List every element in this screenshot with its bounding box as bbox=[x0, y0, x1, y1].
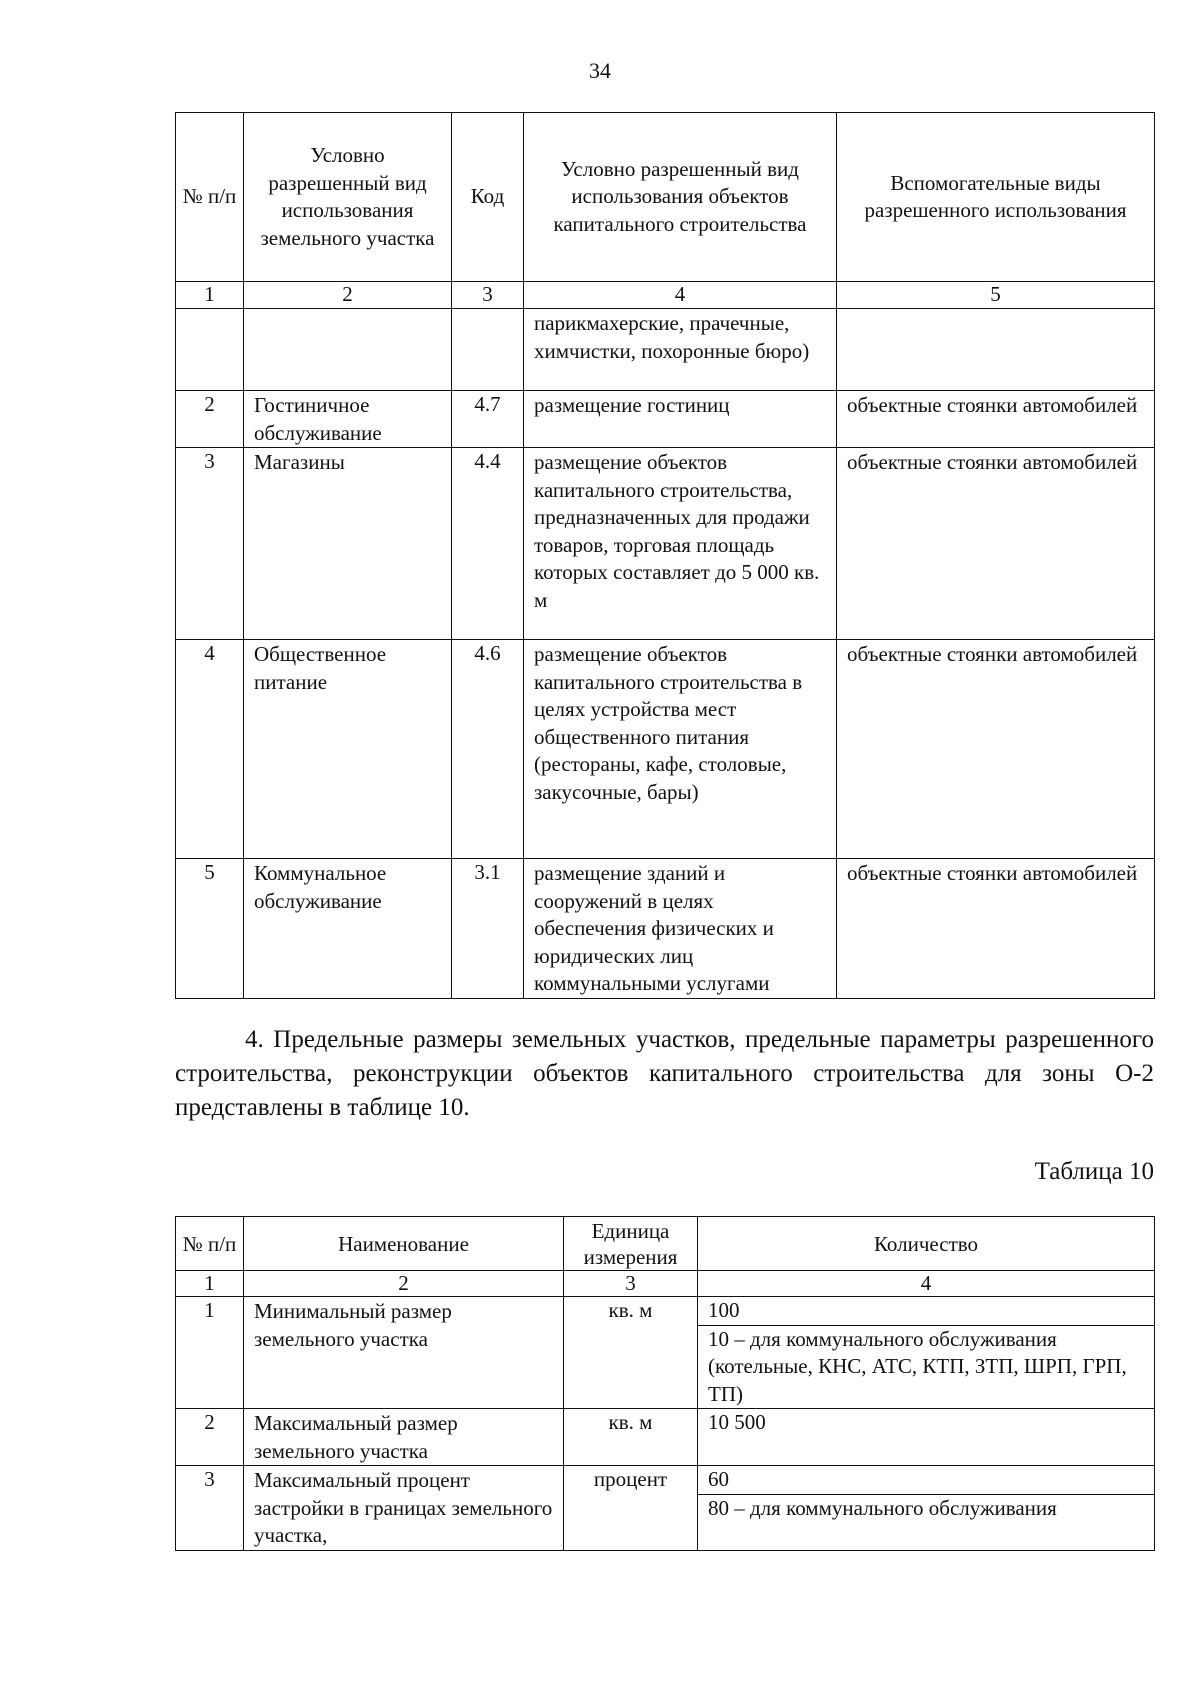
header-num: № п/п bbox=[176, 113, 244, 282]
column-number-row bbox=[176, 1271, 1155, 1297]
table-row bbox=[176, 1409, 1155, 1466]
table-row bbox=[176, 309, 1155, 391]
capital-use-cell: размещение зданий и сооружений в целях обеспечения физических и юридических лиц коммунальными услугами bbox=[524, 859, 837, 999]
auxiliary-cell: объектные стоянки автомобилей bbox=[837, 448, 1155, 640]
table-row bbox=[176, 1297, 1155, 1409]
row-num: 2 bbox=[176, 1409, 244, 1466]
row-num: 2 bbox=[176, 391, 244, 448]
header-code: Код bbox=[452, 113, 524, 282]
permitted-use-table bbox=[175, 112, 1155, 999]
table-row bbox=[176, 640, 1155, 859]
capital-use-cell: размещение гостиниц bbox=[524, 391, 837, 448]
column-number: 2 bbox=[244, 1271, 564, 1297]
row-num: 3 bbox=[176, 1466, 244, 1551]
quantity-cell bbox=[698, 1297, 1155, 1409]
column-number: 3 bbox=[452, 282, 524, 309]
capital-use-cell: размещение объектов капитального строительства в целях устройства мест общественного питания (рестораны, кафе, столовые, закусочные, бары) bbox=[524, 640, 837, 859]
auxiliary-cell: объектные стоянки автомобилей bbox=[837, 859, 1155, 999]
table-row bbox=[176, 391, 1155, 448]
table-row bbox=[176, 448, 1155, 640]
row-num: 1 bbox=[176, 1297, 244, 1409]
column-number: 2 bbox=[244, 282, 452, 309]
table-caption: Таблица 10 bbox=[1034, 1158, 1154, 1185]
land-use-cell: Коммунальное обслуживание bbox=[244, 859, 452, 999]
quantity-value: 60 bbox=[708, 1467, 729, 1491]
auxiliary-cell bbox=[837, 309, 1155, 391]
column-number: 4 bbox=[524, 282, 837, 309]
table-header-row bbox=[176, 1217, 1155, 1271]
capital-use-cell: парикмахерские, прачечные, химчистки, похоронные бюро) bbox=[524, 309, 837, 391]
header-auxiliary: Вспомогательные виды разрешенного использования bbox=[837, 113, 1155, 282]
code-cell: 4.4 bbox=[452, 448, 524, 640]
column-number: 1 bbox=[176, 1271, 244, 1297]
row-num: 4 bbox=[176, 640, 244, 859]
header-land-use: Условно разрешенный вид использования земельного участка bbox=[244, 113, 452, 282]
name-cell: Максимальный размер земельного участка bbox=[244, 1409, 564, 1466]
section-4-paragraph: 4. Предельные размеры земельных участков, предельные параметры разрешенного строительства, реконструкции объектов капитального строительства для зоны О-2 представлены в таблице 10. bbox=[175, 1026, 1154, 1121]
code-cell bbox=[452, 309, 524, 391]
column-number: 5 bbox=[837, 282, 1155, 309]
limit-parameters-table bbox=[175, 1216, 1155, 1551]
land-use-cell bbox=[244, 309, 452, 391]
code-cell: 4.7 bbox=[452, 391, 524, 448]
capital-use-cell: размещение объектов капитального строительства, предназначенных для продажи товаров, торговая площадь которых составляет до 5 000 кв. м bbox=[524, 448, 837, 640]
name-cell: Минимальный размер земельного участка bbox=[244, 1297, 564, 1409]
unit-cell: процент bbox=[564, 1466, 698, 1551]
header-capital-use: Условно разрешенный вид использования объектов капитального строительства bbox=[524, 113, 837, 282]
table-row bbox=[176, 859, 1155, 999]
row-num bbox=[176, 309, 244, 391]
quantity-value: 80 – для коммунального обслуживания bbox=[698, 1494, 1154, 1523]
column-number: 1 bbox=[176, 282, 244, 309]
land-use-cell: Общественное питание bbox=[244, 640, 452, 859]
column-number: 3 bbox=[564, 1271, 698, 1297]
land-use-cell: Гостиничное обслуживание bbox=[244, 391, 452, 448]
table-row bbox=[176, 1466, 1155, 1551]
header-name: Наименование bbox=[244, 1217, 564, 1271]
code-cell: 3.1 bbox=[452, 859, 524, 999]
unit-cell: кв. м bbox=[564, 1297, 698, 1409]
header-num: № п/п bbox=[176, 1217, 244, 1271]
land-use-cell: Магазины bbox=[244, 448, 452, 640]
quantity-value: 10 – для коммунального обслуживания (котельные, КНС, АТС, КТП, ЗТП, ШРП, ГРП, ТП) bbox=[698, 1325, 1154, 1409]
auxiliary-cell: объектные стоянки автомобилей bbox=[837, 640, 1155, 859]
quantity-value: 100 bbox=[708, 1298, 740, 1322]
column-number: 4 bbox=[698, 1271, 1155, 1297]
header-quantity: Количество bbox=[698, 1217, 1155, 1271]
quantity-cell bbox=[698, 1466, 1155, 1551]
code-cell: 4.6 bbox=[452, 640, 524, 859]
quantity-cell bbox=[698, 1409, 1155, 1466]
unit-cell: кв. м bbox=[564, 1409, 698, 1466]
header-unit: Единица измерения bbox=[564, 1217, 698, 1271]
column-number-row bbox=[176, 282, 1155, 309]
quantity-value: 10 500 bbox=[708, 1410, 766, 1434]
row-num: 5 bbox=[176, 859, 244, 999]
page-number: 34 bbox=[589, 58, 611, 83]
table-header-row bbox=[176, 113, 1155, 282]
name-cell: Максимальный процент застройки в границах земельного участка, bbox=[244, 1466, 564, 1551]
row-num: 3 bbox=[176, 448, 244, 640]
auxiliary-cell: объектные стоянки автомобилей bbox=[837, 391, 1155, 448]
